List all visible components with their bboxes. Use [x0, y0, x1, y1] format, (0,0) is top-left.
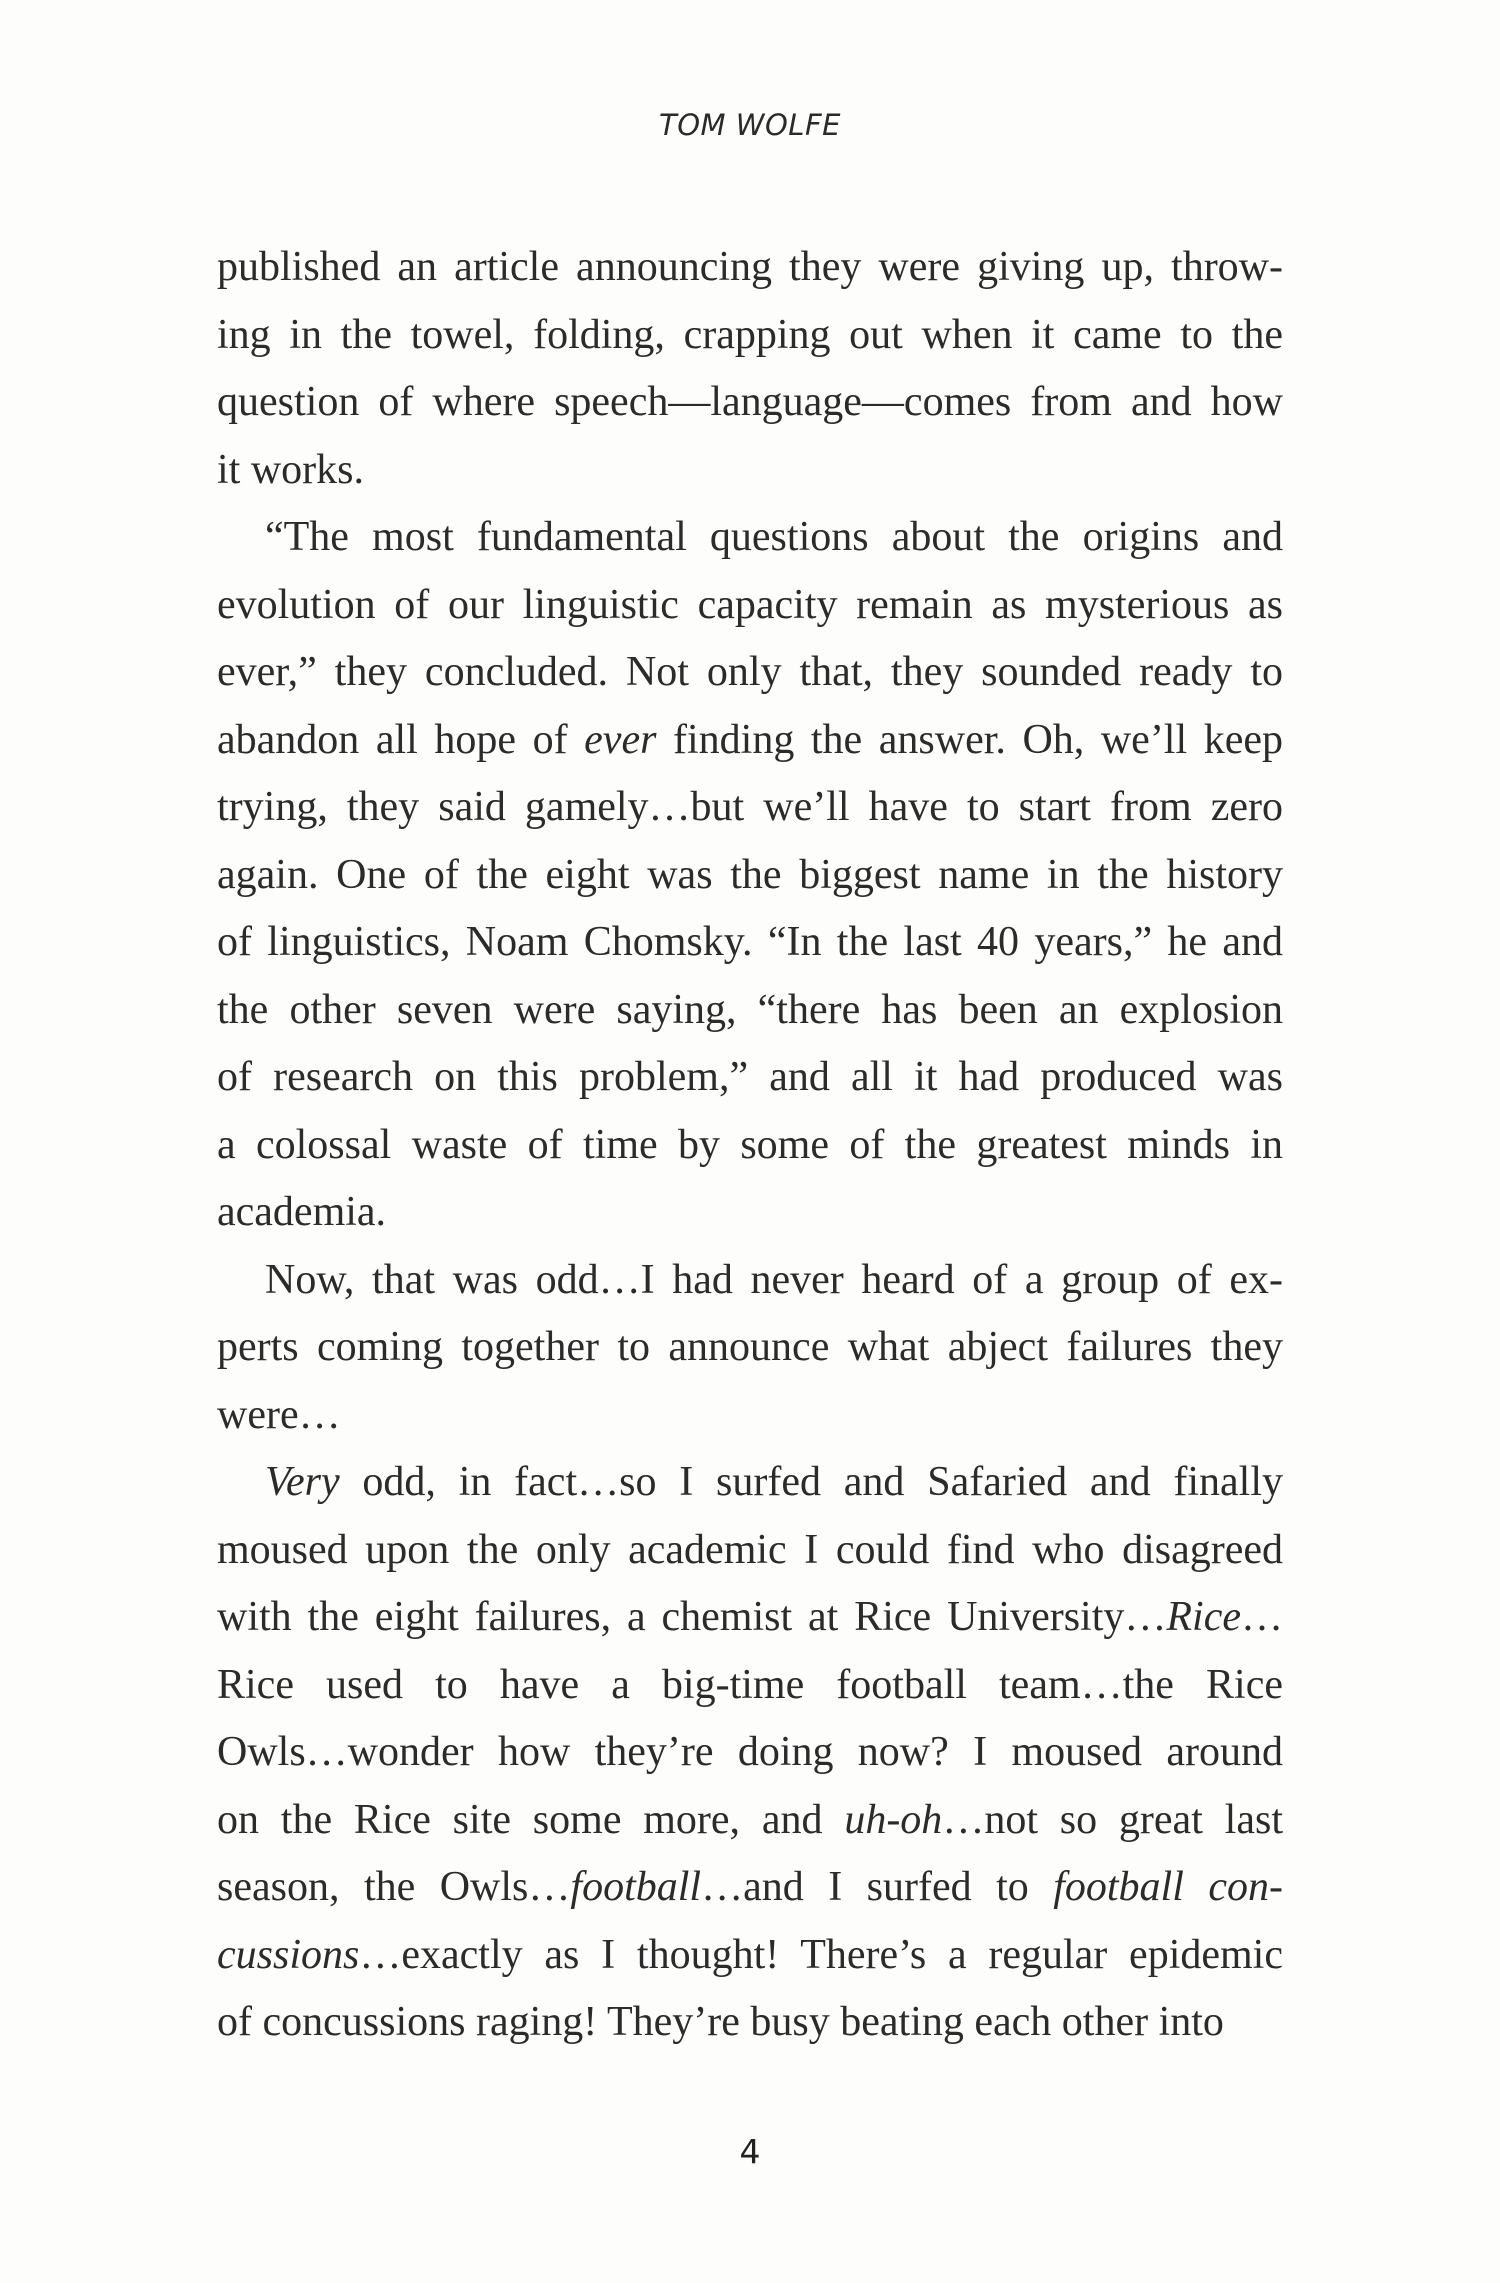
text-line	[217, 572, 1283, 640]
text-run: ever,” they concluded. Not only that, they sounded ready to	[217, 649, 1283, 695]
text-line	[217, 1922, 1283, 1990]
text-run: were…	[217, 1391, 341, 1438]
text-line	[217, 707, 1283, 775]
text-run: perts coming together to announce what abject failures they	[217, 1324, 1283, 1370]
text-run: question of where speech—language—comes from and how	[217, 379, 1283, 425]
text-line	[217, 504, 1283, 572]
italic-text: Rice	[1166, 1594, 1241, 1640]
text-run: …and I surfed to	[701, 1864, 1054, 1910]
text-run: of linguistics, Noam Chomsky. “In the last 40 years,” he and	[217, 919, 1283, 965]
text-line	[217, 1112, 1283, 1180]
text-run: …not so great last	[942, 1796, 1283, 1843]
text-line	[217, 774, 1283, 842]
text-line	[217, 1044, 1283, 1112]
text-run: on the Rice site some more, and	[217, 1796, 845, 1843]
text-line	[217, 1179, 1283, 1247]
text-run: published an article announcing they were giving up, throw-	[217, 244, 1283, 290]
text-line	[217, 842, 1283, 910]
text-line	[217, 639, 1283, 707]
text-run: again. One of the eight was the biggest name in the history	[217, 851, 1283, 898]
text-line	[217, 1989, 1283, 2057]
text-line	[217, 1449, 1283, 1517]
body-text	[217, 234, 1283, 2057]
text-line	[217, 369, 1283, 437]
text-run: Owls…wonder how they’re doing now? I moused around	[217, 1729, 1283, 1775]
text-run: …	[1241, 1594, 1283, 1640]
text-run: academia.	[217, 1189, 387, 1235]
italic-text: ever	[584, 716, 657, 763]
running-head: TOM WOLFE	[659, 108, 841, 142]
text-run: odd, in fact…so I surfed and Safaried and finally	[339, 1459, 1283, 1505]
text-run: it works.	[217, 446, 364, 493]
italic-text: cussions	[217, 1931, 360, 1978]
text-line	[217, 302, 1283, 370]
text-line	[217, 1382, 1283, 1450]
text-line	[217, 1314, 1283, 1382]
text-run: of research on this problem,” and all it had produced was	[217, 1054, 1283, 1100]
italic-text: football	[570, 1864, 702, 1910]
text-run: a colossal waste of time by some of the greatest minds in	[217, 1121, 1283, 1168]
text-run: Rice used to have a big-time football team…the Rice	[217, 1661, 1283, 1708]
text-run: with the eight failures, a chemist at Rice University…	[217, 1594, 1167, 1640]
text-run: trying, they said gamely…but we’ll have to start from zero	[217, 784, 1283, 830]
text-run: ing in the towel, folding, crapping out when it came to the	[217, 311, 1283, 358]
text-run: moused upon the only academic I could find who disagreed	[217, 1526, 1283, 1573]
text-run: “The most fundamental questions about the origins and	[265, 514, 1283, 560]
page-number: 4	[739, 2132, 761, 2171]
text-run: of concussions raging! They’re busy beating each other into	[217, 1999, 1224, 2045]
text-run: finding the answer. Oh, we’ll keep	[656, 716, 1283, 763]
text-line	[217, 1787, 1283, 1855]
text-run: season, the Owls…	[217, 1864, 571, 1910]
text-run: …exactly as I thought! There’s a regular epidemic	[359, 1931, 1283, 1978]
text-run: evolution of our linguistic capacity remain as mysterious as	[217, 581, 1283, 628]
text-line	[217, 977, 1283, 1045]
text-line	[217, 1854, 1283, 1922]
text-line	[217, 1584, 1283, 1652]
italic-text: uh-oh	[844, 1796, 943, 1843]
text-run: Now, that was odd…I had never heard of a group of ex-	[265, 1256, 1283, 1303]
text-line	[217, 1719, 1283, 1787]
italic-text: football con-	[1053, 1864, 1283, 1910]
text-line	[217, 1247, 1283, 1315]
text-line	[217, 1517, 1283, 1585]
text-line	[217, 909, 1283, 977]
text-line	[217, 1652, 1283, 1720]
text-run: abandon all hope of	[217, 716, 585, 763]
text-run: the other seven were saying, “there has been an explosion	[217, 986, 1283, 1033]
italic-text: Very	[265, 1459, 340, 1505]
text-line	[217, 234, 1283, 302]
text-line	[217, 437, 1283, 505]
